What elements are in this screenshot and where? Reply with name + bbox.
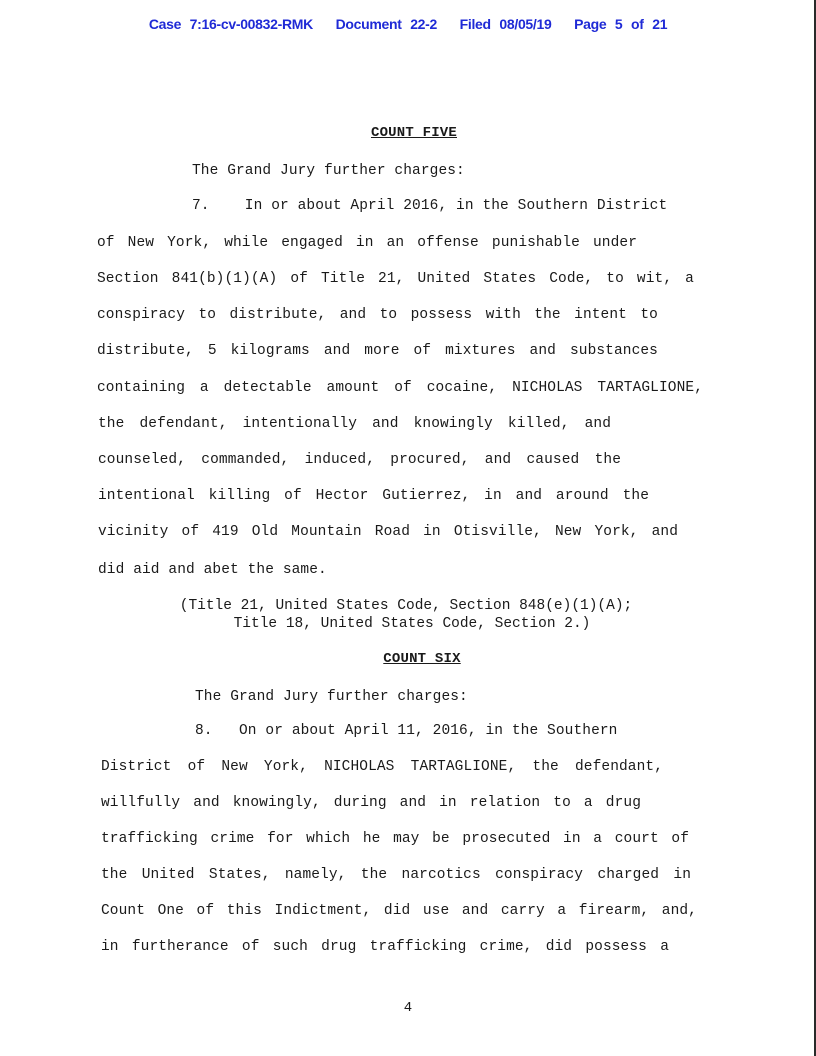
count-five-line: of New York, while engaged in an offense punishable under: [97, 235, 637, 251]
count-five-line: containing a detectable amount of cocaine, NICHOLAS TARTAGLIONE,: [97, 380, 703, 396]
count-five-citation-line-1: (Title 21, United States Code, Section 848(e)(1)(A);: [179, 598, 633, 614]
count-six-line: willfully and knowingly, during and in relation to a drug: [101, 795, 641, 811]
count-five-line: the defendant, intentionally and knowingly killed, and: [98, 416, 611, 432]
count-five-intro: The Grand Jury further charges:: [192, 163, 465, 179]
count-five-citation-line-2: Title 18, United States Code, Section 2.): [233, 616, 591, 632]
count-five-line: did aid and abet the same.: [98, 562, 327, 578]
count-five-line: distribute, 5 kilograms and more of mixtures and substances: [97, 343, 658, 359]
case-number: Case 7:16-cv-00832-RMK: [148, 16, 313, 32]
count-five-line: intentional killing of Hector Gutierrez, in and around the: [98, 488, 649, 504]
count-six-line: 8. On or about April 11, 2016, in the Southern: [195, 723, 618, 739]
count-five-heading: COUNT FIVE: [370, 125, 457, 141]
count-six-line: the United States, namely, the narcotics conspiracy charged in: [101, 867, 691, 883]
count-six-line: Count One of this Indictment, did use and carry a firearm, and,: [101, 903, 697, 919]
count-five-line: vicinity of 419 Old Mountain Road in Otisville, New York, and: [98, 524, 678, 540]
count-six-line: in furtherance of such drug trafficking crime, did possess a: [101, 939, 669, 955]
ecf-header-stamp: [0, 16, 816, 32]
count-five-line: Section 841(b)(1)(A) of Title 21, United States Code, to wit, a: [97, 271, 694, 287]
page-of-total: Page 5 of 21: [574, 16, 668, 32]
count-six-line: trafficking crime for which he may be prosecuted in a court of: [101, 831, 689, 847]
count-five-line: counseled, commanded, induced, procured, and caused the: [98, 452, 621, 468]
count-five-line: conspiracy to distribute, and to possess with the intent to: [97, 307, 658, 323]
page-number: 4: [403, 1000, 413, 1016]
count-six-intro: The Grand Jury further charges:: [195, 689, 468, 705]
count-six-line: District of New York, NICHOLAS TARTAGLIONE, the defendant,: [101, 759, 663, 775]
document-number: Document 22-2: [335, 16, 438, 32]
filed-date: Filed 08/05/19: [459, 16, 552, 32]
count-six-heading: COUNT SIX: [383, 651, 461, 667]
count-five-line: 7. In or about April 2016, in the Southern District: [192, 198, 668, 214]
